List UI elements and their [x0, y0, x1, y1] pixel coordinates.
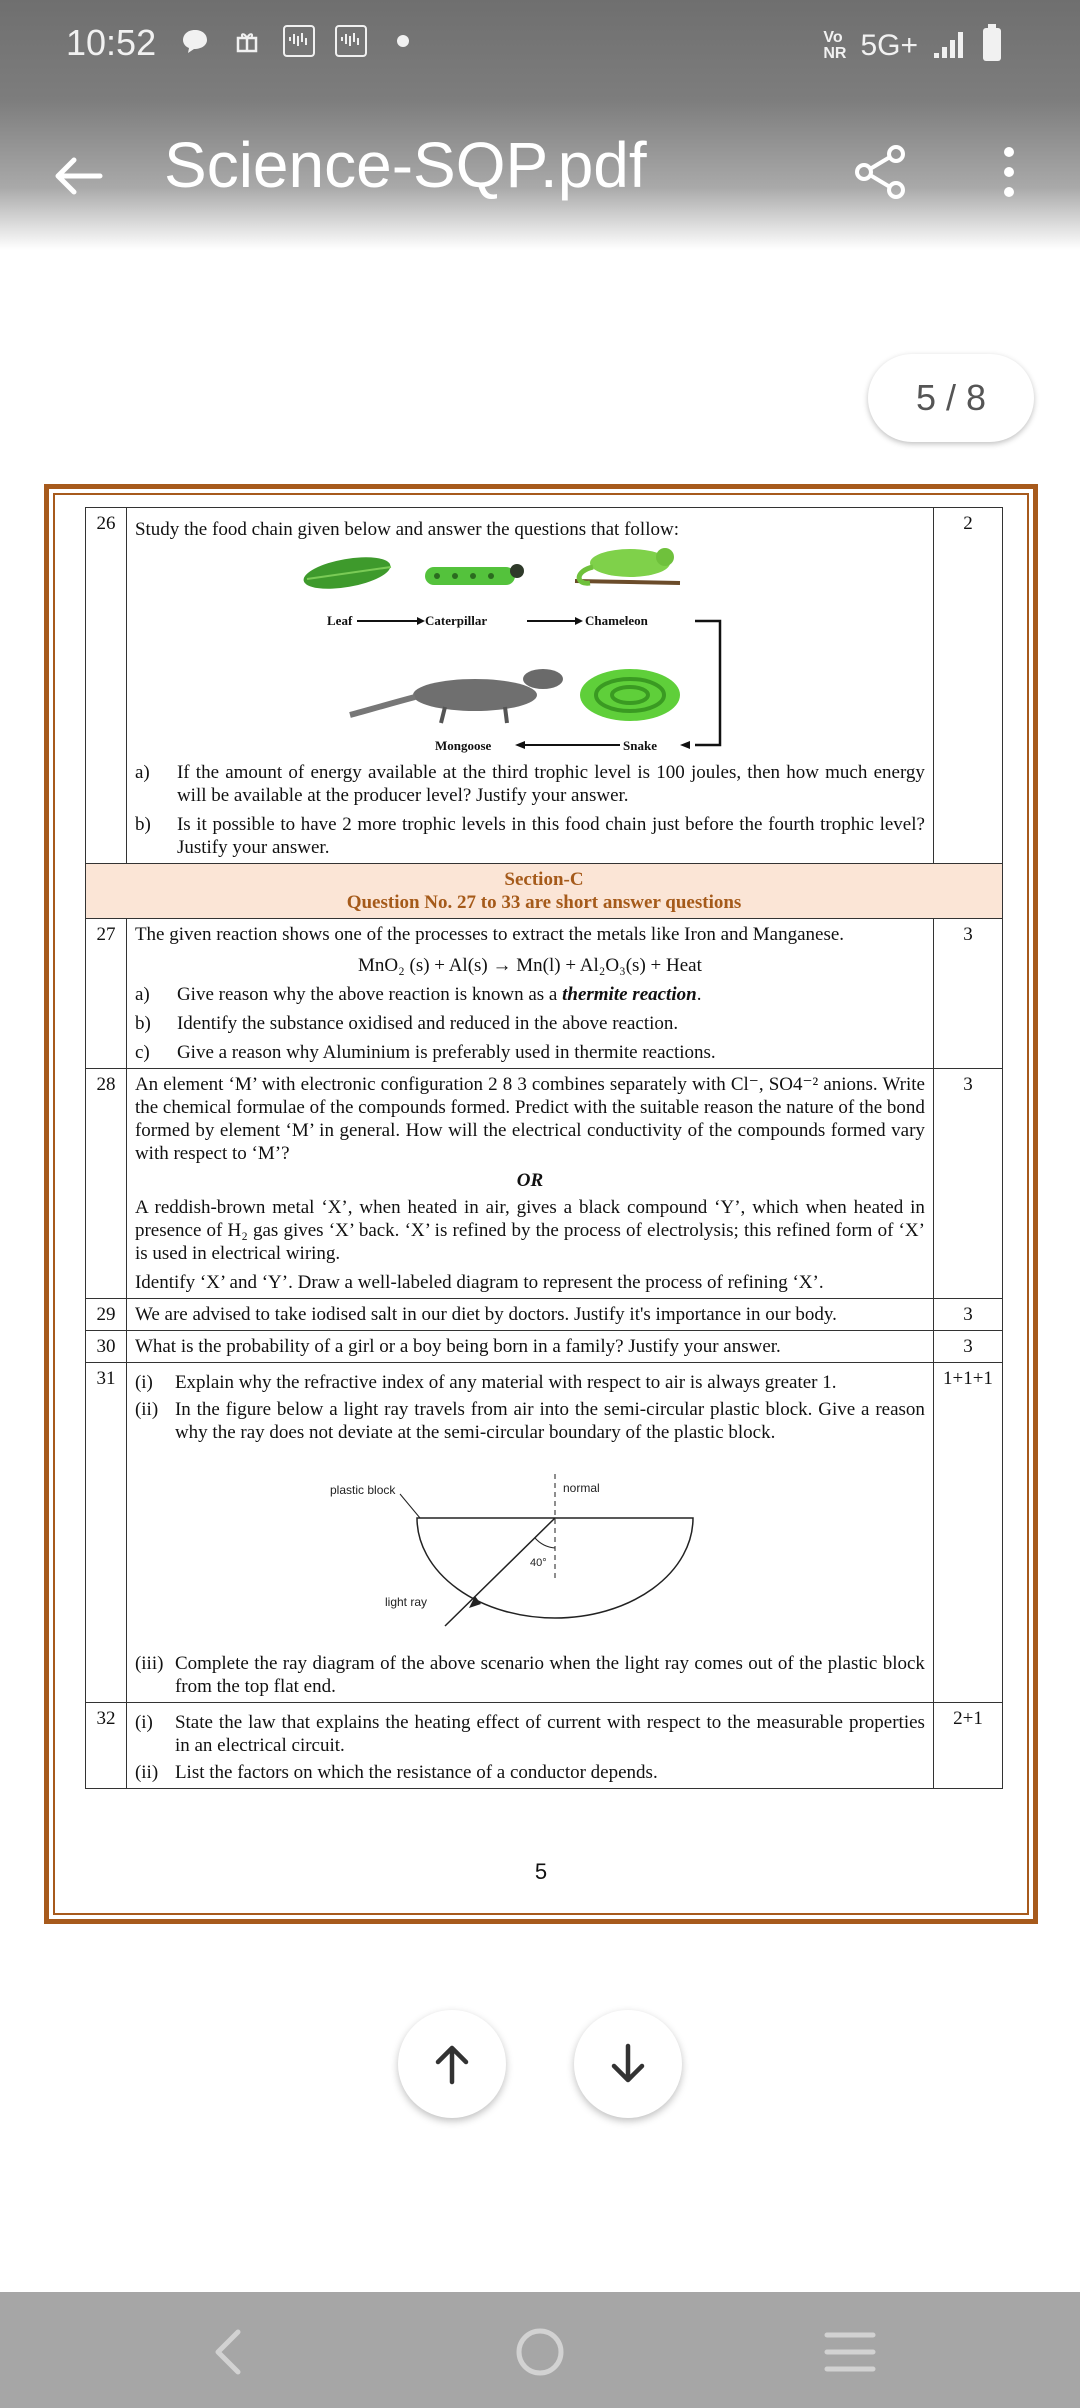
question-text-alt-2: Identify ‘X’ and ‘Y’. Draw a well-labeled diagram to represent the process of refining ‘X’.	[134, 1272, 824, 1293]
marks: 3	[933, 919, 1002, 1069]
system-nav-bar	[0, 2292, 1080, 2408]
food-chain-diagram	[135, 545, 925, 755]
leaf-image	[301, 552, 393, 595]
sub-question: b) Is it possible to have 2 more trophic levels in this food chain just before the fourth trophic level? Justify your answer.	[134, 814, 925, 858]
sub-question: (ii) In the figure below a light ray travels from air into the semi-circular plastic block. Give a reason why the ray does not deviate at the semi-circular boundary of the plastic block.	[134, 1399, 925, 1443]
question-text: We are advised to take iodised salt in our diet by doctors. Justify it's importance in our body.	[126, 1299, 933, 1331]
question-body	[126, 1703, 933, 1789]
audio-wave-icon	[334, 24, 368, 58]
arrow-up-icon	[428, 2040, 476, 2088]
plastic-block-label: plastic block	[329, 1483, 396, 1497]
or-separator: OR	[516, 1170, 544, 1191]
nav-back-button[interactable]	[198, 2322, 258, 2382]
question-text: What is the probability of a girl or a boy being born in a family? Justify your answer.	[126, 1331, 933, 1363]
question-number: 30	[86, 1331, 127, 1363]
mongoose-image	[350, 669, 563, 723]
question-number: 26	[86, 508, 127, 864]
marks: 1+1+1	[933, 1363, 1002, 1703]
pdf-page-number: 5	[534, 1859, 548, 1884]
next-page-button[interactable]	[574, 2010, 682, 2118]
caterpillar-label: Caterpillar	[424, 613, 488, 628]
arrow-left-icon	[50, 148, 106, 204]
pdf-page[interactable]	[44, 484, 1038, 1924]
share-icon	[852, 144, 908, 200]
nav-home-button[interactable]	[510, 2322, 570, 2382]
table-row	[86, 1069, 1003, 1299]
question-number: 29	[86, 1299, 127, 1331]
table-row	[86, 1703, 1003, 1789]
marks: 3	[933, 1299, 1002, 1331]
gift-icon	[230, 24, 264, 58]
chameleon-image	[575, 548, 680, 583]
sub-question: a) If the amount of energy available at the third trophic level is 100 joules, then how much energy will be available at the producer level? Justify your answer.	[134, 762, 925, 806]
table-row	[86, 508, 1003, 864]
signal-icon	[932, 27, 968, 64]
question-text-alt: A reddish-brown metal ‘X’, when heated in air, gives a black compound ‘Y’, which when heated in presence of H₂ gas gives ‘X’ back. ‘X’ is refined by the process of electrolysis; this refined form of ‘X’ is used in electrical wiring.	[134, 1197, 925, 1264]
normal-label: normal	[562, 1481, 600, 1495]
angle-label: 40°	[529, 1557, 547, 1569]
sub-question: a) Give reason why the above reaction is known as a thermite reaction.	[134, 984, 702, 1005]
dot-icon	[386, 24, 420, 58]
marks: 3	[933, 1331, 1002, 1363]
question-body	[126, 1069, 933, 1299]
vonr-badge: Vo NR	[823, 28, 847, 62]
sub-question: c) Give a reason why Aluminium is preferably used in thermite reactions.	[134, 1042, 716, 1063]
more-options-button[interactable]	[994, 144, 1024, 200]
table-row	[86, 1331, 1003, 1363]
battery-icon	[982, 24, 1002, 67]
document-title: Science-SQP.pdf	[164, 129, 647, 201]
marks: 2+1	[933, 1703, 1002, 1789]
section-header-row	[86, 864, 1003, 919]
more-vert-icon	[994, 144, 1024, 200]
status-icons	[178, 24, 420, 58]
question-number: 28	[86, 1069, 127, 1299]
question-text: Study the food chain given below and answer the questions that follow:	[134, 519, 679, 540]
sub-question: (ii) List the factors on which the resistance of a conductor depends.	[134, 1762, 658, 1783]
question-number: 27	[86, 919, 127, 1069]
question-number: 32	[86, 1703, 127, 1789]
section-subtitle: Question No. 27 to 33 are short answer questions	[346, 892, 742, 913]
question-body	[126, 1363, 933, 1703]
light-ray-label: light ray	[384, 1595, 427, 1609]
nav-recents-icon	[823, 2329, 877, 2375]
question-number: 31	[86, 1363, 127, 1703]
top-bar	[0, 0, 1080, 250]
chameleon-label: Chameleon	[584, 613, 648, 628]
question-body	[126, 508, 933, 864]
status-time: 10:52	[66, 22, 157, 63]
sub-question: (i) Explain why the refractive index of any material with respect to air is always greater 1.	[134, 1372, 837, 1393]
network-label: 5G+	[860, 28, 918, 62]
page-indicator: 5 / 8	[868, 354, 1034, 442]
question-text: An element ‘M’ with electronic configuration 2 8 3 combines separately with Cl⁻, SO4⁻² anions. Write the chemical formulae of the compounds formed. Predict with the suitable reason the nature of the bond formed by element ‘M’ in general. How will the electrical conductivity of the compounds formed vary with respect to ‘M’?	[134, 1074, 925, 1164]
nav-recents-button[interactable]	[820, 2322, 880, 2382]
leaf-label: Leaf	[326, 613, 353, 628]
refraction-diagram	[135, 1456, 895, 1646]
nav-back-icon	[208, 2327, 248, 2377]
share-button[interactable]	[852, 144, 908, 200]
sub-question: (iii) Complete the ray diagram of the above scenario when the light ray comes out of the plastic block from the top flat end.	[134, 1653, 925, 1697]
question-text: The given reaction shows one of the processes to extract the metals like Iron and Manganese.	[134, 924, 845, 945]
snake-label: Snake	[622, 738, 657, 753]
audio-wave-icon	[282, 24, 316, 58]
table-row	[86, 919, 1003, 1069]
question-body	[126, 919, 933, 1069]
section-title: Section-C	[504, 869, 584, 890]
sub-question: (i) State the law that explains the heating effect of current with respect to the measurable properties in an electrical circuit.	[134, 1712, 925, 1756]
mongoose-label: Mongoose	[434, 738, 492, 753]
chat-bubble-icon	[178, 24, 212, 58]
caterpillar-image	[425, 564, 524, 585]
status-right	[823, 24, 1002, 67]
question-table	[85, 507, 1003, 1789]
nav-home-icon	[514, 2326, 566, 2378]
marks: 3	[933, 1069, 1002, 1299]
previous-page-button[interactable]	[398, 2010, 506, 2118]
sub-question: b) Identify the substance oxidised and reduced in the above reaction.	[134, 1013, 679, 1034]
marks: 2	[933, 508, 1002, 864]
back-button[interactable]	[50, 148, 106, 204]
arrow-down-icon	[604, 2040, 652, 2088]
reaction-equation: MnO₂ (s) + Al(s) → Mn(l) + Al₂O₃(s) + Heat	[358, 955, 702, 976]
snake-image	[580, 669, 680, 721]
table-row	[86, 1299, 1003, 1331]
table-row	[86, 1363, 1003, 1703]
